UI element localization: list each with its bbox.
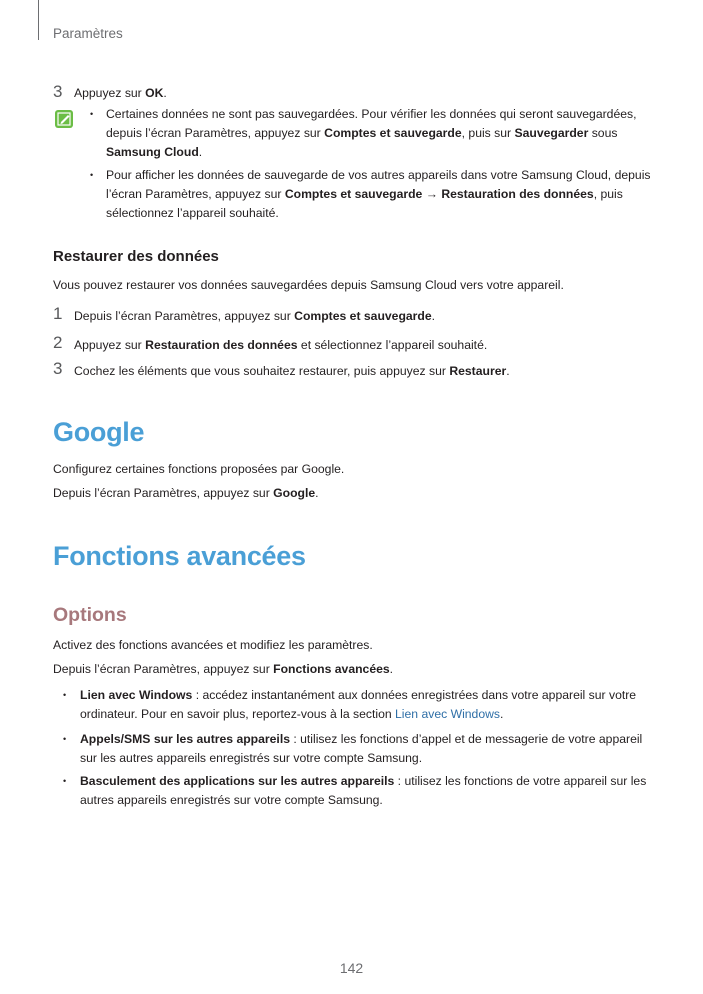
text: depuis l’écran Paramètres, appuyez sur [106, 126, 325, 140]
note-pencil-icon [55, 110, 73, 128]
google-paragraph-1: Configurez certaines fonctions proposées par Google. [53, 462, 345, 476]
section-title-restore: Restaurer des données [53, 248, 219, 265]
bold-text: Samsung Cloud [106, 145, 199, 159]
text: Appuyez sur [74, 86, 146, 100]
advanced-paragraph-2 [53, 662, 393, 676]
text: : utilisez les fonctions d’appel et de messagerie de votre appareil [289, 732, 643, 746]
step-number: 3 [53, 82, 63, 101]
option-item-1-line-1 [80, 688, 636, 702]
bold-text: Comptes et sauvegarde [284, 187, 423, 201]
note-bullet-1-line-3 [106, 145, 202, 159]
text: . [506, 364, 510, 378]
restore-intro: Vous pouvez restaurer vos données sauvegardées depuis Samsung Cloud vers votre appareil. [53, 278, 564, 292]
text: Depuis l’écran Paramètres, appuyez sur [53, 662, 274, 676]
text: Cochez les éléments que vous souhaitez restaurer, puis appuyez sur [74, 364, 450, 378]
bold-text: Basculement des applications sur les autres appareils [80, 774, 395, 788]
text: . [163, 86, 167, 100]
bold-text: Restauration des données [441, 187, 594, 201]
step-3-ok-text [74, 86, 167, 100]
text: et sélectionnez l’appareil souhaité. [297, 338, 488, 352]
text: Depuis l’écran Paramètres, appuyez sur [74, 309, 295, 323]
text: Appuyez sur [74, 338, 146, 352]
step-number: 2 [53, 333, 63, 352]
text: : utilisez les fonctions de votre appareil sur les [394, 774, 647, 788]
text: Depuis l’écran Paramètres, appuyez sur [53, 486, 274, 500]
text: : accédez instantanément aux données enregistrées dans votre appareil sur votre [192, 688, 637, 702]
chapter-title-google: Google [53, 417, 145, 447]
option-item-3-line-1 [80, 774, 646, 788]
text: . [500, 707, 504, 721]
text: sous [588, 126, 618, 140]
note-bullet-2-line-3: sélectionnez l’appareil souhaité. [106, 206, 279, 220]
text: . [198, 145, 203, 159]
option-item-2-line-1 [80, 732, 642, 746]
bold-text: Restaurer [449, 364, 507, 378]
bold-text: Fonctions avancées [273, 662, 390, 676]
text: . [389, 662, 394, 676]
option-item-2-line-2: sur les autres appareils enregistrés sur votre compte Samsung. [80, 751, 423, 765]
bold-text: Restauration des données [145, 338, 298, 352]
bullet: • [63, 690, 67, 700]
note-bullet-1-line-1: Certaines données ne sont pas sauvegardées. Pour vérifier les données qui seront sauvegardées, [106, 107, 637, 121]
bold-text: Sauvegarder [514, 126, 589, 140]
bold-text: Comptes et sauvegarde [324, 126, 462, 140]
text: . [431, 309, 436, 323]
text: ordinateur. Pour en savoir plus, reportez-vous à la section [80, 707, 396, 721]
running-header: Paramètres [53, 26, 123, 41]
bold-text: Comptes et sauvegarde [294, 309, 432, 323]
text: . [315, 486, 319, 500]
bullet: • [63, 776, 67, 786]
link-windows-section[interactable]: Lien avec Windows [395, 707, 501, 721]
arrow-text: → [422, 187, 442, 201]
page-number: 142 [339, 960, 364, 976]
chapter-title-advanced: Fonctions avancées [53, 541, 306, 571]
restore-step-1 [74, 309, 435, 323]
text: l’écran Paramètres, appuyez sur [106, 187, 285, 201]
note-bullet-2-line-1: Pour afficher les données de sauvegarde de vos autres appareils dans votre Samsung Cloud, depuis [106, 168, 651, 182]
bullet: • [90, 109, 94, 119]
option-item-1-line-2 [80, 707, 503, 721]
bold-text: Appels/SMS sur les autres appareils [80, 732, 290, 746]
restore-step-3 [74, 364, 510, 378]
bold-text: Lien avec Windows [80, 688, 193, 702]
note-bullet-1-line-2 [106, 126, 617, 140]
bullet: • [90, 170, 94, 180]
option-item-3-line-2: autres appareils enregistrés sur votre compte Samsung. [80, 793, 383, 807]
header-rule [38, 0, 39, 40]
bullet: • [63, 734, 67, 744]
bold-text: OK [145, 86, 164, 100]
bold-text: Google [273, 486, 316, 500]
step-number: 1 [53, 304, 63, 323]
advanced-paragraph-1: Activez des fonctions avancées et modifiez les paramètres. [53, 638, 373, 652]
step-number: 3 [53, 359, 63, 378]
text: , puis sur [461, 126, 515, 140]
section-title-options: Options [53, 604, 127, 626]
google-paragraph-2 [53, 486, 319, 500]
note-bullet-2-line-2 [106, 187, 623, 201]
text: , puis [593, 187, 623, 201]
step-3-ok [53, 82, 62, 102]
restore-step-2 [74, 338, 487, 352]
